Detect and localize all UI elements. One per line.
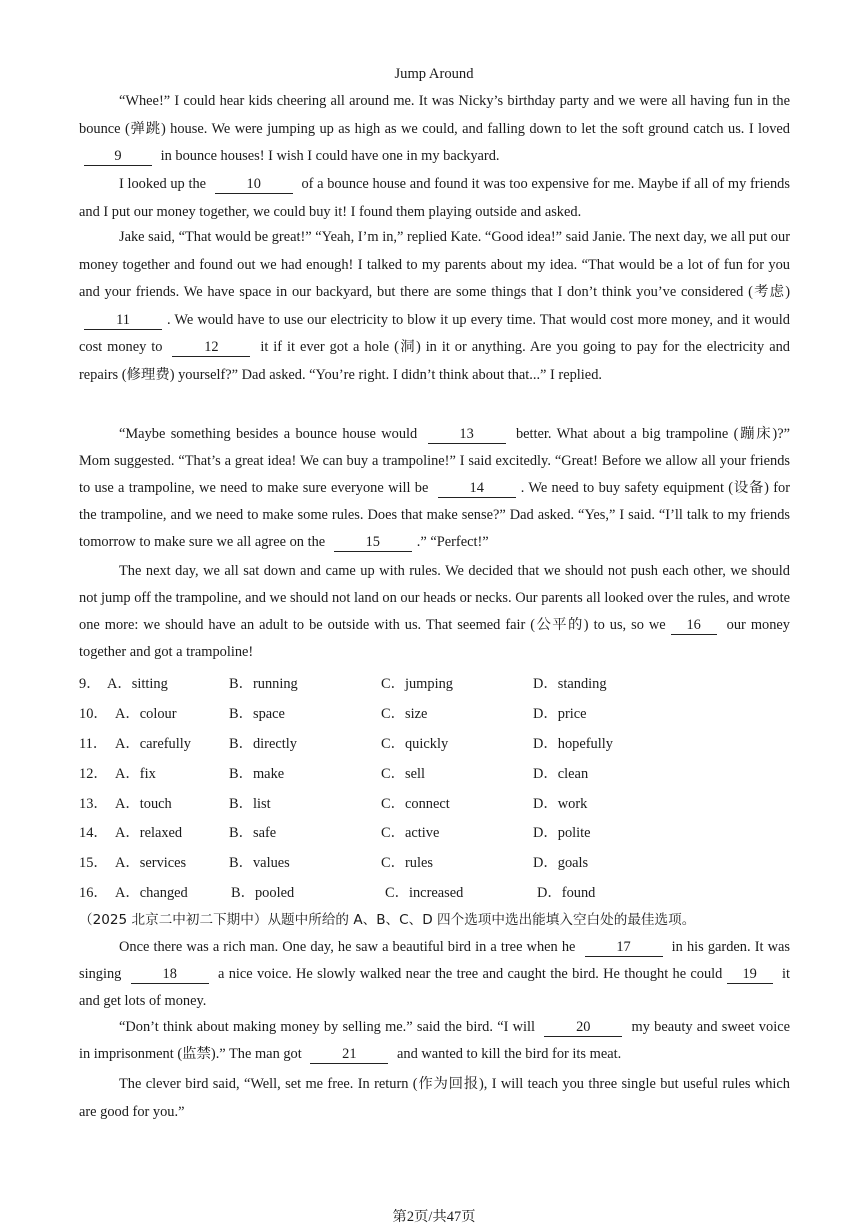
question-number: 9． — [79, 676, 101, 692]
option-d: D．found — [537, 885, 596, 901]
option-c: C．size — [381, 706, 428, 722]
blank-12: 12 — [172, 339, 250, 357]
paragraph-text: The next day, we all sat down and came up with rules. We decided that we should not push each other, we should not jump off the trampoline, and we should not land on our heads or necks. Our parents all looked over the rules, and wrote one more: we should have an adult to be outside with us. That seemed fair (公平的) to us, so we — [79, 563, 790, 633]
option-c: C．jumping — [381, 676, 453, 692]
paragraph-text: it if it ever got a hole (洞) in it or anything. Are you going to pay for the electricity and repairs (修理费) yourself?” Dad asked. “You’re right. I didn’t think about that...” I replied. — [79, 339, 790, 383]
blank-10: 10 — [215, 176, 293, 194]
paragraph-text: better. What about a big trampoline (蹦床)?” Mom suggested. “That’s a great idea! We can buy a trampoline!” I said excitedly. “Great! Before we allow all your friends to use a trampoline, we need to make sure everyone will be — [79, 426, 790, 496]
option-a: A．fix — [115, 766, 156, 782]
paragraph-4 — [79, 421, 790, 556]
paragraph-text: Jake said, “That would be great!” “Yeah, I’m in,” replied Kate. “Good idea!” said Janie. The next day, we all put our money together and found out we had enough! I talked to my parents about my idea. “That would be a lot of fun for you and your friends. We have space in our backyard, but there are some things that I don’t think you’ve considered (考虑) — [79, 229, 790, 300]
paragraph-text: in bounce houses! I wish I could have one in my backyard. — [160, 148, 500, 164]
blank-19: 19 — [727, 966, 773, 984]
paragraph-text: our money together and got a trampoline! — [79, 617, 790, 660]
paragraph-5 — [79, 558, 790, 666]
paragraph-text: Once there was a rich man. One day, he saw a beautiful bird in a tree when he — [119, 939, 576, 955]
option-a: A．colour — [115, 706, 177, 722]
blank-21: 21 — [310, 1046, 388, 1064]
paragraph-2 — [79, 171, 790, 226]
question-number: 16． — [79, 885, 108, 901]
option-a: A．changed — [115, 885, 188, 901]
option-c: C．connect — [381, 796, 450, 812]
paragraph-text: . We would have to use our electricity to blow it up every time. That would cost more money, and it would cost money to — [79, 311, 790, 355]
paragraph-text: “Whee!” I could hear kids cheering all around me. It was Nicky’s birthday party and we were all having fun in the bounce (弹跳) house. We were jumping up as high as we could, and falling down to let the soft ground catch us. I loved — [79, 93, 790, 137]
option-b: B．list — [229, 796, 271, 812]
option-b: B．pooled — [231, 885, 295, 901]
option-a: A．carefully — [115, 736, 191, 752]
option-c: C．quickly — [381, 736, 449, 752]
paragraph-1 — [79, 88, 790, 171]
option-a: A．services — [115, 855, 187, 871]
option-d: D．polite — [533, 825, 591, 841]
option-d: D．work — [533, 796, 588, 812]
option-a: A．relaxed — [115, 825, 183, 841]
paragraph-text: I looked up the — [119, 176, 207, 192]
option-row — [79, 732, 799, 754]
question-number: 12． — [79, 766, 108, 782]
question-number: 14． — [79, 825, 108, 841]
paragraph-3 — [79, 224, 790, 389]
paragraph-text: of a bounce house and found it was too expensive for me. Maybe if all of my friends and I put our money together, we could buy it! I found them playing outside and asked. — [79, 176, 790, 220]
option-b: B．safe — [229, 825, 277, 841]
question-number: 13． — [79, 796, 108, 812]
blank-9: 9 — [84, 148, 152, 166]
option-c: C．increased — [385, 885, 464, 901]
option-row — [79, 851, 799, 873]
blank-16: 16 — [671, 617, 717, 635]
option-a: A．touch — [115, 796, 172, 812]
question-number: 11． — [79, 736, 108, 752]
option-b: B．space — [229, 706, 285, 722]
blank-18: 18 — [131, 966, 209, 984]
question-number: 10． — [79, 706, 108, 722]
blank-11: 11 — [84, 312, 162, 330]
option-c: C．active — [381, 825, 440, 841]
option-row — [79, 702, 799, 724]
paragraph-text: . We need to buy safety equipment (设备) for the trampoline, and we need to make some rules. Does that make sense?” Dad asked. “Yes,” I said. “I’ll talk to my friends tomorrow to make sure we all agree on the — [79, 480, 790, 550]
passage-title: Jump Around — [394, 66, 474, 82]
blank-14: 14 — [438, 480, 516, 498]
blank-20: 20 — [544, 1019, 622, 1037]
section-instruction: （2025 北京二中初二下期中）从题中所给的 A、B、C、D 四个选项中选出能填入空白处的最佳选项。 — [79, 912, 696, 928]
paragraph-text: .” “Perfect!” — [416, 534, 489, 550]
paragraph-text: in his garden. It was singing — [79, 939, 790, 982]
option-c: C．rules — [381, 855, 433, 871]
paragraph-text: and wanted to kill the bird for its meat. — [396, 1046, 622, 1062]
page-number: 第2页/共47页 — [392, 1209, 476, 1225]
paragraph-text: a nice voice. He slowly walked near the tree and caught the bird. He thought he could — [218, 966, 723, 982]
option-d: D．standing — [533, 676, 607, 692]
paragraph-6 — [79, 934, 790, 1015]
paragraph-text: “Maybe something besides a bounce house would — [119, 426, 418, 442]
paragraph-text: it and get lots of money. — [79, 966, 790, 1009]
option-d: D．price — [533, 706, 587, 722]
paragraph-text: “Don’t think about making money by selling me.” said the bird. “I will — [119, 1019, 536, 1035]
blank-13: 13 — [428, 426, 506, 444]
paragraph-text: my beauty and sweet voice in imprisonment (监禁).” The man got — [79, 1019, 790, 1062]
blank-15: 15 — [334, 534, 412, 552]
option-d: D．clean — [533, 766, 589, 782]
option-b: B．directly — [229, 736, 297, 752]
option-b: B．running — [229, 676, 298, 692]
option-b: B．make — [229, 766, 285, 782]
paragraph-8 — [79, 1071, 790, 1126]
option-row — [79, 762, 799, 784]
option-c: C．sell — [381, 766, 425, 782]
question-number: 15． — [79, 855, 108, 871]
paragraph-text: The clever bird said, “Well, set me free. In return (作为回报), I will teach you three single but useful rules which are good for you.” — [79, 1076, 790, 1120]
paragraph-7 — [79, 1014, 790, 1068]
option-row — [79, 672, 799, 694]
option-row — [79, 792, 799, 814]
option-row — [79, 821, 799, 843]
option-d: D．hopefully — [533, 736, 613, 752]
blank-17: 17 — [585, 939, 663, 957]
option-a: A．sitting — [107, 676, 168, 692]
option-d: D．goals — [533, 855, 589, 871]
option-b: B．values — [229, 855, 290, 871]
option-row — [79, 881, 799, 903]
